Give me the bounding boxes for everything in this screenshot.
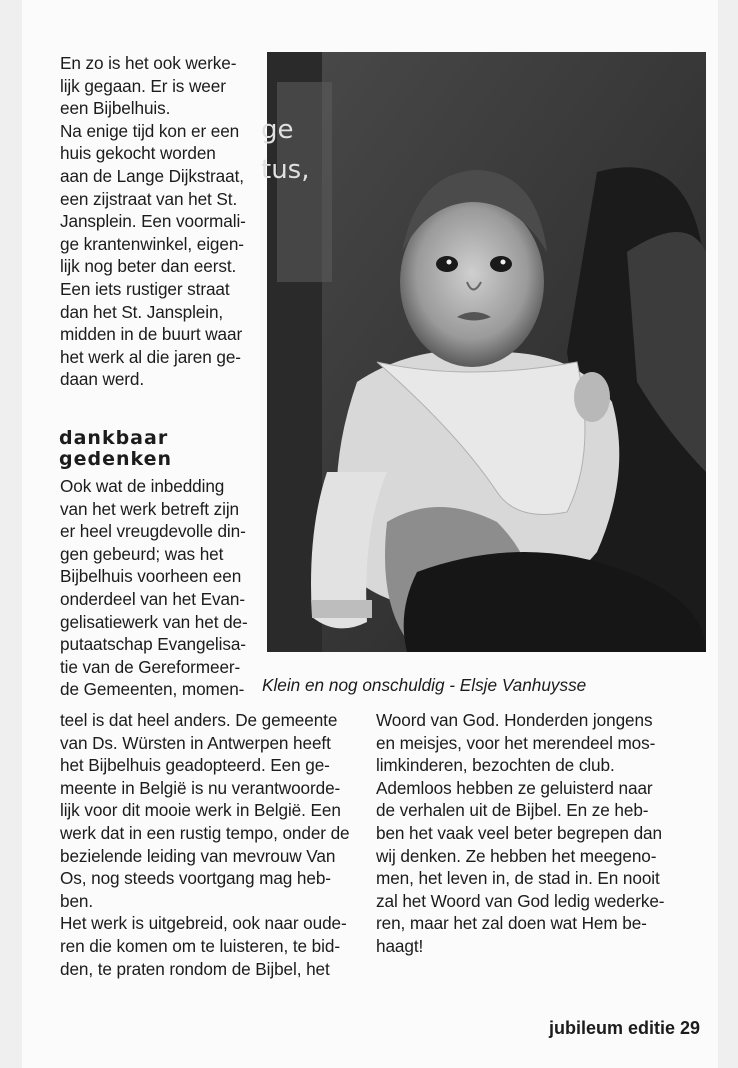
wall-sign-text: ge tus, <box>261 115 310 185</box>
left-column: teel is dat heel anders. De gemeente van Ds. Würsten in Antwerpen heeft het Bijbelhuis geadopteerd. Een ge- meente in België is nu verantwoorde- lijk voor dit mooie werk in België. Een werk dat in een rustig tempo, onder de bezielende leiding van mevrouw Van Os, nog steeds voortgang mag heb- ben. Het werk is uitgebreid, ook naar oude- ren die komen om te luisteren, te bid- den, te praten rondom de Bijbel, het <box>60 710 350 979</box>
page <box>22 0 718 1068</box>
side-paragraph: Ook wat de inbedding van het werk betreft zijn er heel vreugdevolle din- gen gebeurd; was het Bijbelhuis voorheen een onderdeel van het Evan- gelisatiewerk van het de- putaatschap Evangelisa- tie van de Gereformeer- de Gemeenten, momen- <box>60 476 248 700</box>
section-heading: dankbaar gedenken <box>59 427 173 470</box>
page-footer: jubileum editie 29 <box>548 1018 700 1038</box>
intro-paragraph: En zo is het ook werke- lijk gegaan. Er is weer een Bijbelhuis. Na enige tijd kon er een huis gekocht worden aan de Lange Dijkstraat, een zijstraat van het St. Jansplein. Een voormali- ge krantenwinkel, eigen- lijk nog beter dan eerst. Een iets rustiger straat dan het St. Jansplein, midden in de buurt waar het werk al die jaren ge- daan werd. <box>60 53 246 390</box>
baby-photo <box>261 52 706 652</box>
photo-caption: Klein en nog onschuldig - Elsje Vanhuysse <box>262 675 587 695</box>
right-column: Woord van God. Honderden jongens en meisjes, voor het merendeel mos- limkinderen, bezochten de club. Ademloos hebben ze geluisterd naar de verhalen uit de Bijbel. En ze heb- ben het vaak veel beter begrepen dan wij denken. Ze hebben het meegeno- men, het leven in, de stad in. En nooit zal het Woord van God ledig wederke- ren, maar het zal doen wat Hem be- haagt! <box>376 710 665 956</box>
